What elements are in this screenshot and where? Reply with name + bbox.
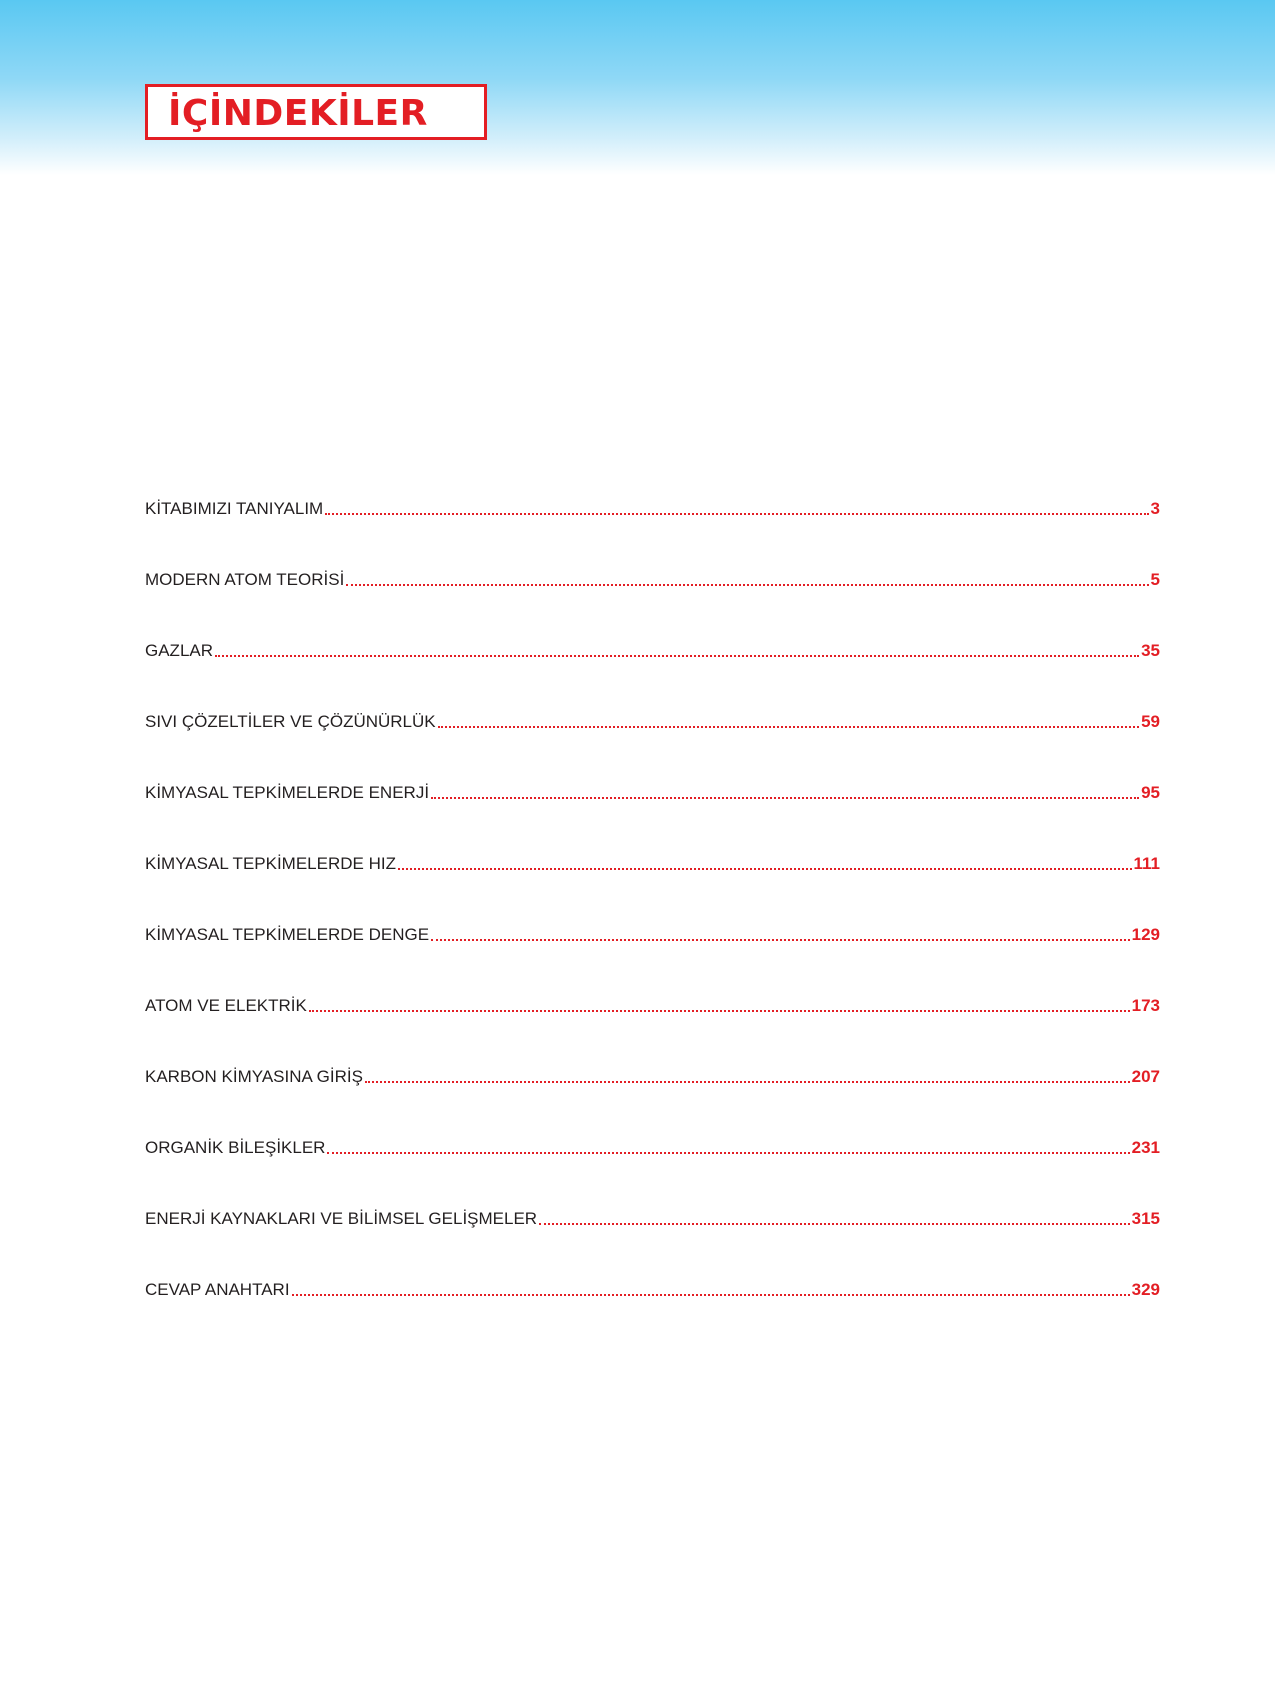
toc-entry-title: KİMYASAL TEPKİMELERDE HIZ [145,854,396,873]
toc-entry[interactable] [145,1164,1160,1235]
toc-entry[interactable] [145,880,1160,951]
toc-dot-leader [431,797,1139,799]
toc-dot-leader [539,1223,1130,1225]
toc-entry-page: 173 [1131,996,1160,1015]
toc-entry[interactable] [145,667,1160,738]
toc-entry-title: ATOM VE ELEKTRİK [145,996,307,1015]
toc-entry-page: 129 [1131,925,1160,944]
toc-entry[interactable] [145,596,1160,667]
toc-dot-leader [365,1081,1130,1083]
toc-entry[interactable] [145,809,1160,880]
toc-entry[interactable] [145,1093,1160,1164]
toc-dot-leader [215,655,1139,657]
toc-entry[interactable] [145,1022,1160,1093]
table-of-contents [145,495,1160,1306]
toc-entry-page: 207 [1131,1067,1160,1086]
toc-entry[interactable] [145,525,1160,596]
toc-dot-leader [325,513,1148,515]
toc-entry-title: SIVI ÇÖZELTİLER VE ÇÖZÜNÜRLÜK [145,712,436,731]
toc-dot-leader [438,726,1139,728]
toc-entry-page: 111 [1133,854,1160,873]
toc-entry-page: 329 [1131,1280,1160,1299]
toc-entry-title: KİTABIMIZI TANIYALIM [145,499,324,518]
toc-entry[interactable] [145,951,1160,1022]
toc-entry-title: CEVAP ANAHTARI [145,1280,290,1299]
toc-entry-page: 3 [1150,499,1160,518]
toc-entry-page: 315 [1131,1209,1160,1228]
toc-entry-page: 59 [1141,712,1160,731]
toc-dot-leader [292,1294,1130,1296]
toc-entry-title: KARBON KİMYASINA GİRİŞ [145,1067,363,1086]
toc-entry-page: 231 [1131,1138,1160,1157]
toc-entry-page: 95 [1141,783,1160,802]
toc-entry-title: ENERJİ KAYNAKLARI VE BİLİMSEL GELİŞMELER [145,1209,538,1228]
toc-dot-leader [346,584,1148,586]
toc-entry-title: ORGANİK BİLEŞİKLER [145,1138,326,1157]
toc-entry[interactable] [145,738,1160,809]
toc-entry-title: MODERN ATOM TEORİSİ [145,570,345,589]
title-box [145,84,487,140]
toc-dot-leader [398,868,1132,870]
toc-entry-page: 35 [1141,641,1160,660]
toc-entry[interactable] [145,495,1160,525]
toc-dot-leader [309,1010,1130,1012]
toc-entry-title: KİMYASAL TEPKİMELERDE DENGE [145,925,430,944]
toc-dot-leader [431,939,1130,941]
toc-dot-leader [327,1152,1129,1154]
toc-entry[interactable] [145,1235,1160,1306]
toc-entry-title: GAZLAR [145,641,214,660]
page-title: İÇİNDEKİLER [168,93,428,134]
toc-entry-page: 5 [1150,570,1160,589]
toc-entry-title: KİMYASAL TEPKİMELERDE ENERJİ [145,783,430,802]
